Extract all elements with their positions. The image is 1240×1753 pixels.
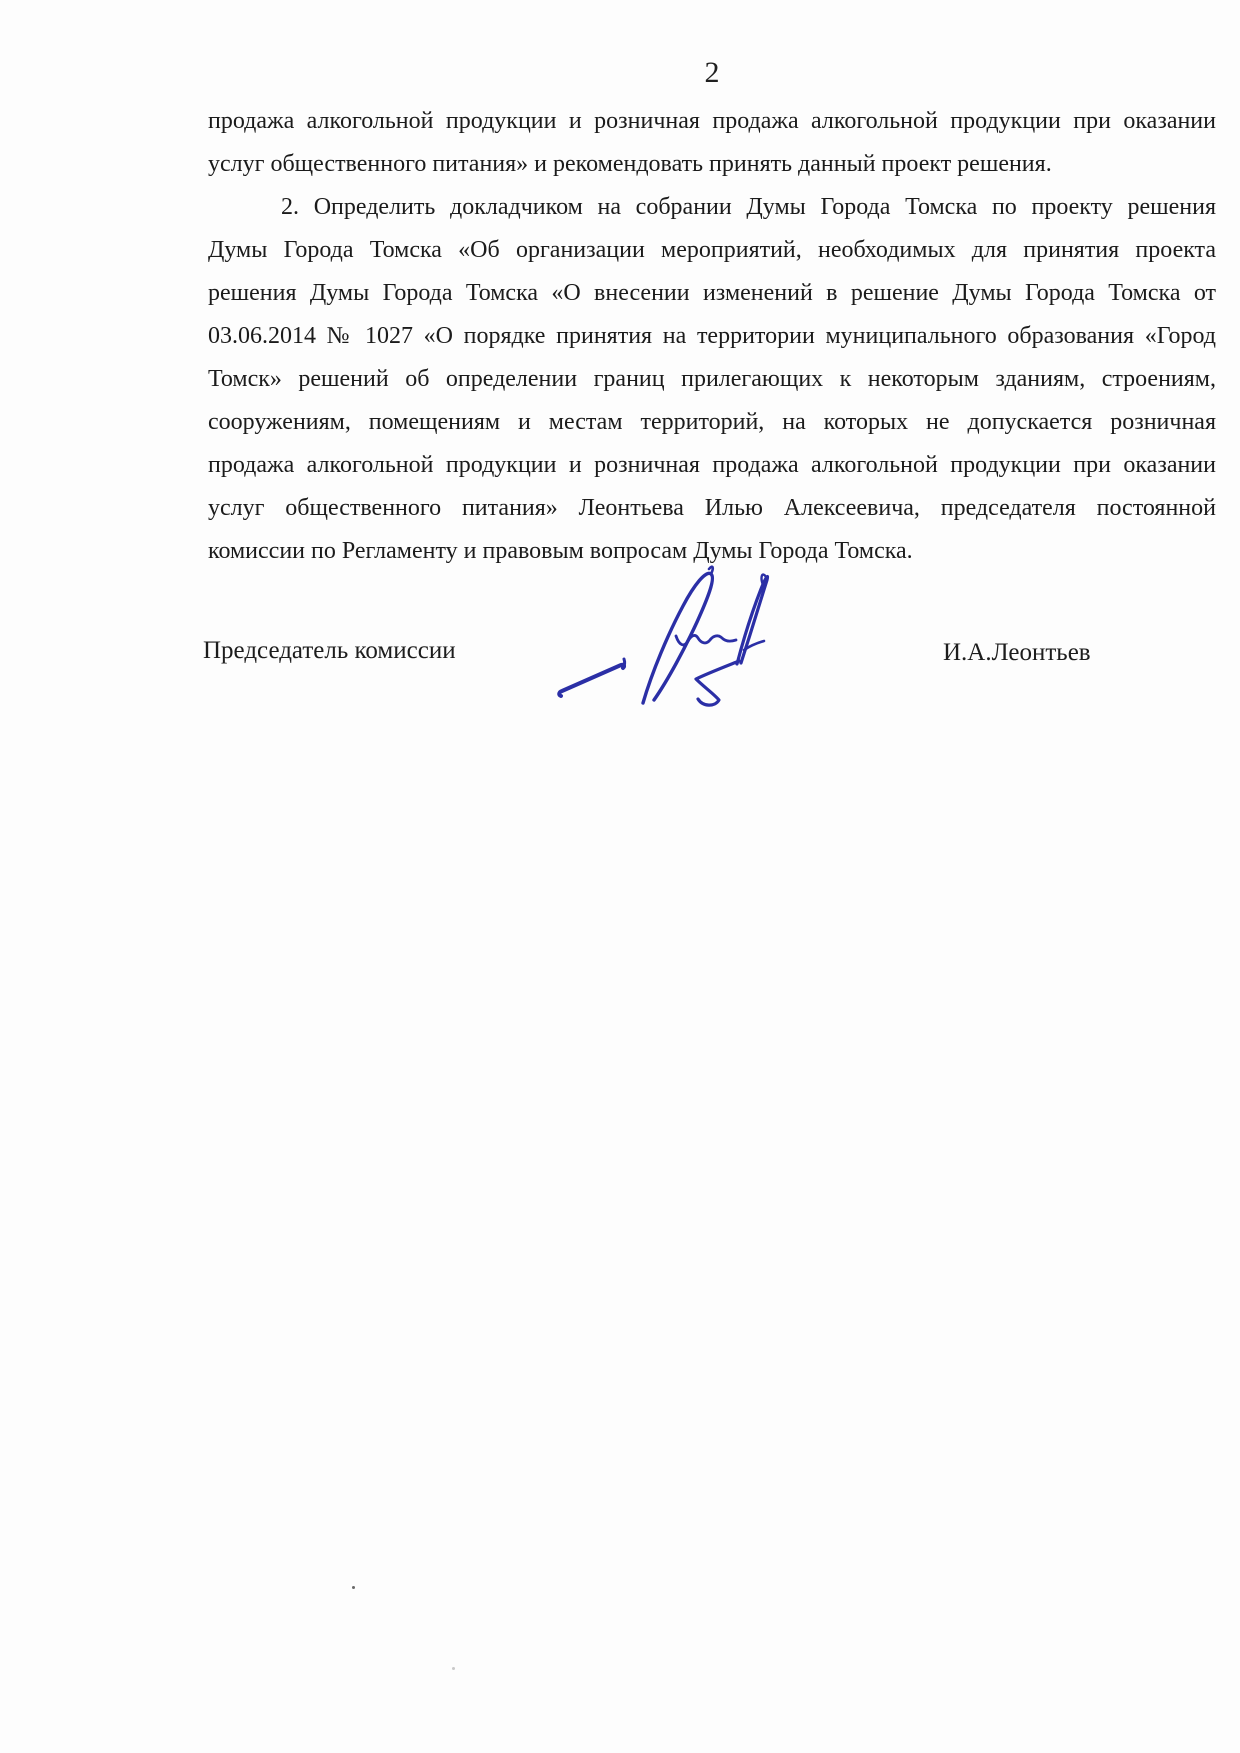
scan-speck: [452, 1667, 455, 1670]
document-line: услуг общественного питания» Леонтьева Илью Алексеевича, председателя постоянной: [208, 495, 1216, 521]
handwritten-signature-icon: [540, 552, 790, 717]
signature-person-name: И.А.Леонтьев: [943, 639, 1091, 666]
text-block: [208, 100, 1216, 573]
page-number: 2: [704, 56, 720, 89]
document-line: 03.06.2014 № 1027 «О порядке принятия на территории муниципального образования «Город: [208, 323, 1216, 349]
signature-role-label: Председатель комиссии: [203, 637, 456, 664]
document-line: 2. Определить докладчиком на собрании Думы Города Томска по проекту решения: [281, 194, 1216, 220]
document-line: решения Думы Города Томска «О внесении изменений в решение Думы Города Томска от: [208, 280, 1216, 306]
document-line: сооружениям, помещениям и местам территорий, на которых не допускается розничная: [208, 409, 1216, 435]
document-line: услуг общественного питания» и рекомендовать принять данный проект решения.: [208, 151, 1052, 177]
scan-speck: [352, 1586, 355, 1589]
document-line: продажа алкогольной продукции и розничная продажа алкогольной продукции при оказании: [208, 452, 1216, 478]
document-line: продажа алкогольной продукции и розничная продажа алкогольной продукции при оказании: [208, 108, 1216, 134]
document-line: Томск» решений об определении границ прилегающих к некоторым зданиям, строениям,: [208, 366, 1216, 392]
document-line: комиссии по Регламенту и правовым вопросам Думы Города Томска.: [208, 538, 913, 564]
document-line: Думы Города Томска «Об организации мероприятий, необходимых для принятия проекта: [208, 237, 1216, 263]
